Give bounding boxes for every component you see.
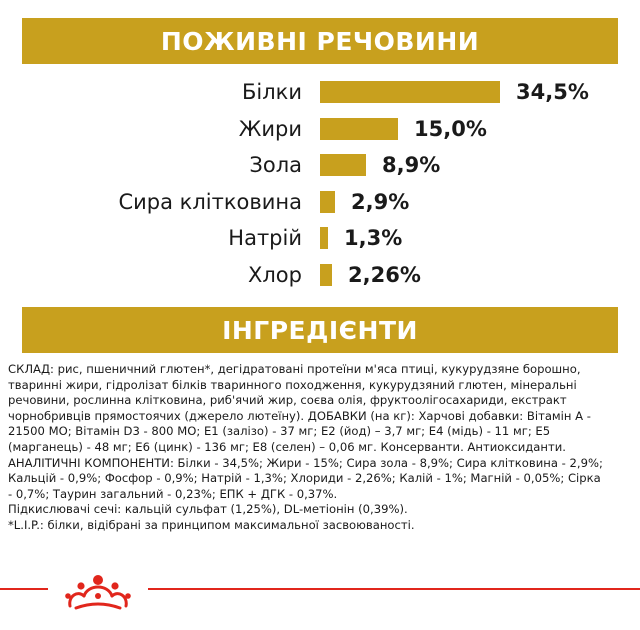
bar-mark: [320, 154, 366, 176]
bar-value-label: 34,5%: [516, 80, 589, 104]
nutrients-bar-chart: [0, 0, 640, 300]
bar-value-label: 1,3%: [344, 226, 403, 250]
nutrients-title: ПОЖИВНІ РЕЧОВИНИ: [160, 26, 480, 56]
ingredients-text-block: [8, 362, 608, 534]
bar-mark: [320, 264, 332, 286]
bar-category-label: Сира клітковина: [118, 189, 302, 214]
ingredients-title: ІНГРЕДІЄНТИ: [222, 315, 418, 345]
bar-category-label: Хлор: [248, 262, 302, 287]
bar-value-label: 2,26%: [348, 262, 421, 287]
acidifier-text: Підкислювачі сечі: кальцій сульфат (1,25%), DL-метіонін (0,39%).: [8, 502, 408, 517]
composition-text: СКЛАД: рис, пшеничний глютен*, дегідратовані протеїни м'яса птиці, кукурудзяне борошно, тваринні жири, гідролізат білків тваринного походження, кукурудзяний глютен, мінеральні речовини, рослинна клітковина, риб'ячий жир, соєва олія, фруктоолігосахариди, екстракт чорнобривців прямостоячих (джерело лютеїну). ДОБАВКИ (на кг): Харчові добавки: Вітамін А - 21500 МО; Вітамін D3 - 800 МО; E1 (залізо) - 37 мг; E2 (йод) – 3,7 мг; E4 (мідь) - 11 мг; E5 (марганець) - 48 мг; E6 (цинк) - 136 мг; E8 (селен) – 0,06 мг. Консерванти. Антиоксиданти. АНАЛІТИЧНІ КОМПОНЕНТИ: Білки - 34,5%; Жири - 15%; Сира зола - 8,9%; Сира клітковина - 2,9%; Кальцій - 0,9%; Фосфор - 0,9%; Натрій - 1,3%; Хлориди - 2,26%; Калій - 1%; Магній - 0,05%; Сірка - 0,7%; Таурин загальний - 0,23%; ЕПК + ДГК - 0,37%.: [8, 362, 603, 501]
bar-mark: [320, 118, 398, 140]
bar-category-label: Білки: [242, 80, 302, 104]
bar-category-label: Натрій: [228, 226, 302, 250]
bar-category-label: Зола: [249, 153, 302, 177]
bar-value-label: 15,0%: [414, 116, 487, 141]
bar-value-label: 2,9%: [351, 189, 410, 214]
bar-value-label: 8,9%: [382, 153, 441, 177]
bar-mark: [320, 81, 500, 103]
lip-note-text: *L.I.P.: білки, відібрані за принципом максимальної засвоюваності.: [8, 517, 415, 532]
bar-mark: [320, 227, 328, 249]
royal-canin-crown-icon: [48, 566, 148, 616]
bar-category-label: Жири: [238, 116, 302, 141]
bar-mark: [320, 191, 335, 213]
ingredients-banner: [22, 307, 618, 353]
